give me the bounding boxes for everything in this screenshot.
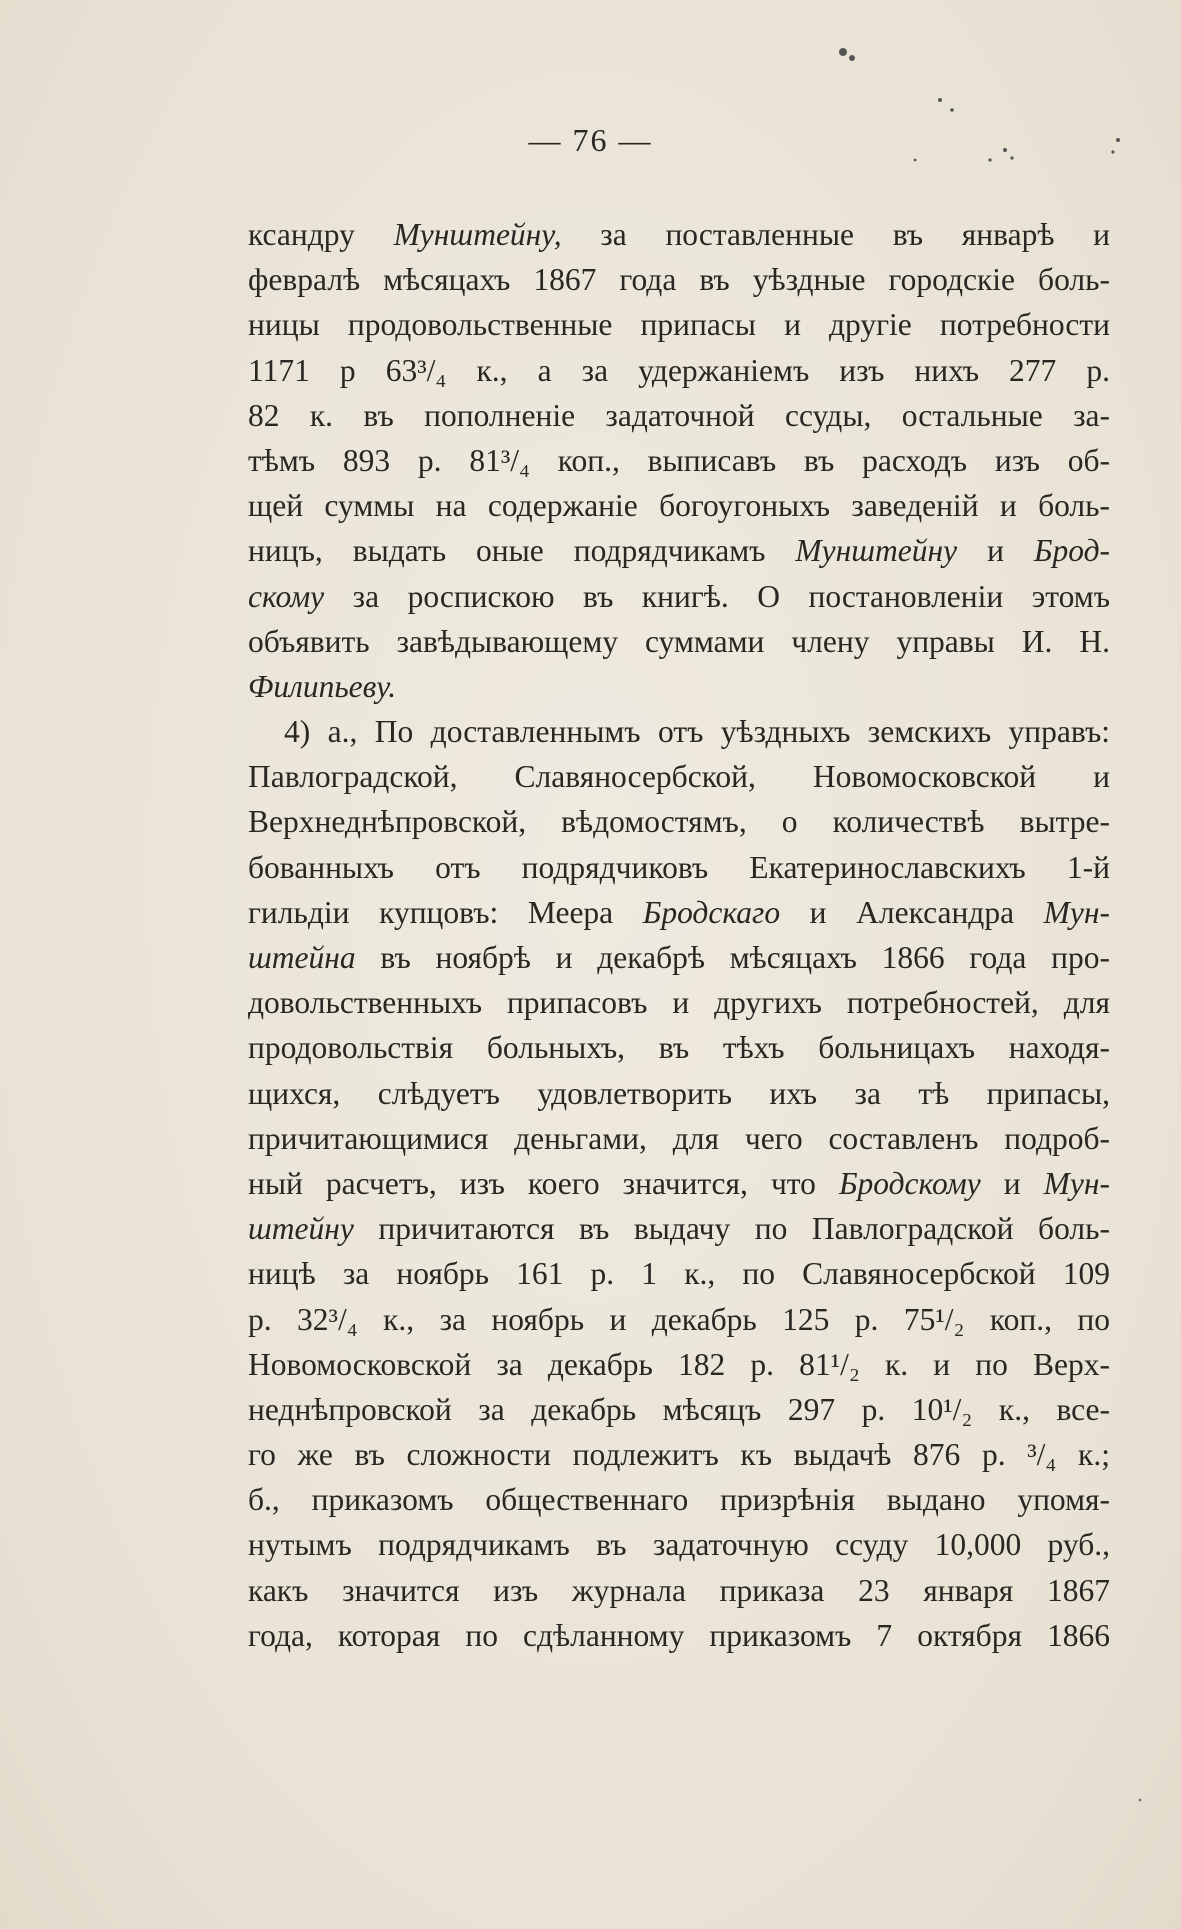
text-line <box>248 709 1110 754</box>
text-line <box>248 845 1110 890</box>
text-segment: Верхнеднѣпровской, вѣдомостямъ, о количествѣ вытре- <box>248 804 1110 840</box>
text-segment: 1171 р 63³/₄ к., а за удержаніемъ изъ нихъ 277 р. <box>248 352 1110 388</box>
text-segment: щихся, слѣдуетъ удовлетворить ихъ за тѣ припасы, <box>248 1075 1110 1111</box>
text-segment: Новомосковской за декабрь 182 р. 81¹/₂ к. и по Верх- <box>248 1346 1110 1382</box>
text-segment: б., приказомъ общественнаго призрѣнія выдано упомя- <box>248 1482 1110 1518</box>
text-segment: 82 к. въ пополненіе задаточной ссуды, остальные за- <box>248 397 1110 433</box>
text-line <box>248 935 1110 980</box>
italic-name: штейну <box>248 1211 354 1247</box>
text-line <box>248 1071 1110 1116</box>
text-segment: Павлоградской, Славяносербской, Новомосковской и <box>248 759 1110 795</box>
text-line <box>248 1568 1110 1613</box>
italic-name: Мунштейну, <box>393 217 562 252</box>
text-line <box>248 1432 1110 1477</box>
text-line <box>248 302 1110 347</box>
text-line <box>248 1387 1110 1432</box>
text-line <box>248 754 1110 799</box>
text-segment: причитающимися деньгами, для чего составленъ подроб- <box>248 1120 1110 1156</box>
text-line <box>248 890 1110 935</box>
text-segment: го же въ сложности подлежитъ къ выдачѣ 876 р. ³/₄ к.; <box>248 1437 1110 1473</box>
text-segment: и <box>980 1165 1044 1201</box>
text-line <box>248 1206 1110 1251</box>
text-line <box>248 1161 1110 1206</box>
italic-name: Бродскаго <box>642 894 781 930</box>
text-segment: нутымъ подрядчикамъ въ задаточную ссуду 10,000 руб., <box>248 1527 1110 1563</box>
text-line <box>248 619 1110 664</box>
text-segment: объявить завѣдывающему суммами члену управы И. Н. <box>248 623 1110 659</box>
text-line <box>248 1116 1110 1161</box>
text-line <box>248 393 1110 438</box>
text-segment: тѣмъ 893 р. 81³/₄ коп., выписавъ въ расходъ изъ об- <box>248 442 1110 478</box>
text-segment: ницѣ за ноябрь 161 р. 1 к., по Славяносербской 109 <box>248 1256 1110 1292</box>
text-line <box>248 1613 1110 1658</box>
text-segment: ксандру <box>248 217 394 252</box>
text-segment: и <box>957 533 1034 569</box>
text-line <box>248 980 1110 1025</box>
text-segment: продовольствія больныхъ, въ тѣхъ больницахъ находя- <box>248 1030 1110 1066</box>
text-segment: въ ноябрѣ и декабрѣ мѣсяцахъ 1866 года про- <box>355 940 1110 975</box>
italic-name: Мун- <box>1043 894 1110 930</box>
italic-name: Мунштейну <box>795 533 958 569</box>
text-segment: щей суммы на содержаніе богоугоныхъ заведеній и боль- <box>248 488 1110 524</box>
text-line <box>248 664 1110 709</box>
italic-name: скому <box>248 578 325 614</box>
text-line <box>248 574 1110 619</box>
text-segment: февралѣ мѣсяцахъ 1867 года въ уѣздные городскіе боль- <box>248 262 1110 298</box>
text-segment: за поставленные въ январѣ и <box>561 217 1110 252</box>
italic-name: Филипьеву. <box>248 668 397 704</box>
text-segment: бованныхъ отъ подрядчиковъ Екатеринославскихъ 1-й <box>248 849 1110 885</box>
paragraph-1 <box>248 212 1110 709</box>
text-segment: причитаются въ выдачу по Павлоградской боль- <box>353 1211 1110 1247</box>
text-line <box>248 257 1110 302</box>
page-body-text <box>248 212 1110 1658</box>
text-line <box>248 438 1110 483</box>
text-segment: р. 32³/₄ к., за ноябрь и декабрь 125 р. 75¹/₂ коп., по <box>248 1301 1110 1337</box>
text-segment: какъ значится изъ журнала приказа 23 января 1867 <box>248 1572 1110 1608</box>
text-segment: года, которая по сдѣланному приказомъ 7 октября 1866 <box>248 1617 1110 1653</box>
italic-name: Бродскому <box>838 1165 981 1201</box>
italic-name: Брод- <box>1033 533 1110 569</box>
text-line <box>248 799 1110 844</box>
text-line <box>248 1342 1110 1387</box>
text-segment: 4) а., По доставленнымъ отъ уѣздныхъ земскихъ управъ: <box>284 714 1110 750</box>
paragraph-2 <box>248 709 1110 1658</box>
text-line <box>248 483 1110 528</box>
text-segment: довольственныхъ припасовъ и другихъ потребностей, для <box>248 985 1110 1021</box>
text-segment: за роспискою въ книгѣ. О постановленіи этомъ <box>324 578 1110 614</box>
text-line <box>248 1297 1110 1342</box>
italic-name: Мун- <box>1043 1165 1110 1201</box>
text-line <box>248 1251 1110 1296</box>
text-line <box>248 212 1110 257</box>
text-segment: неднѣпровской за декабрь мѣсяцъ 297 р. 10¹/₂ к., все- <box>248 1391 1110 1427</box>
text-line <box>248 1522 1110 1567</box>
text-segment: ницъ, выдать оные подрядчикамъ <box>248 533 796 569</box>
text-segment: ный расчетъ, изъ коего значится, что <box>248 1165 839 1201</box>
page-number: — 76 — <box>528 122 653 158</box>
italic-name: штейна <box>248 940 356 975</box>
text-segment: ницы продовольственные припасы и другіе потребности <box>248 307 1110 343</box>
text-segment: гильдіи купцовъ: Меера <box>248 894 643 930</box>
text-line <box>248 348 1110 393</box>
text-line <box>248 528 1110 573</box>
text-line <box>248 1025 1110 1070</box>
text-line <box>248 1477 1110 1522</box>
text-segment: и Александра <box>780 894 1044 930</box>
